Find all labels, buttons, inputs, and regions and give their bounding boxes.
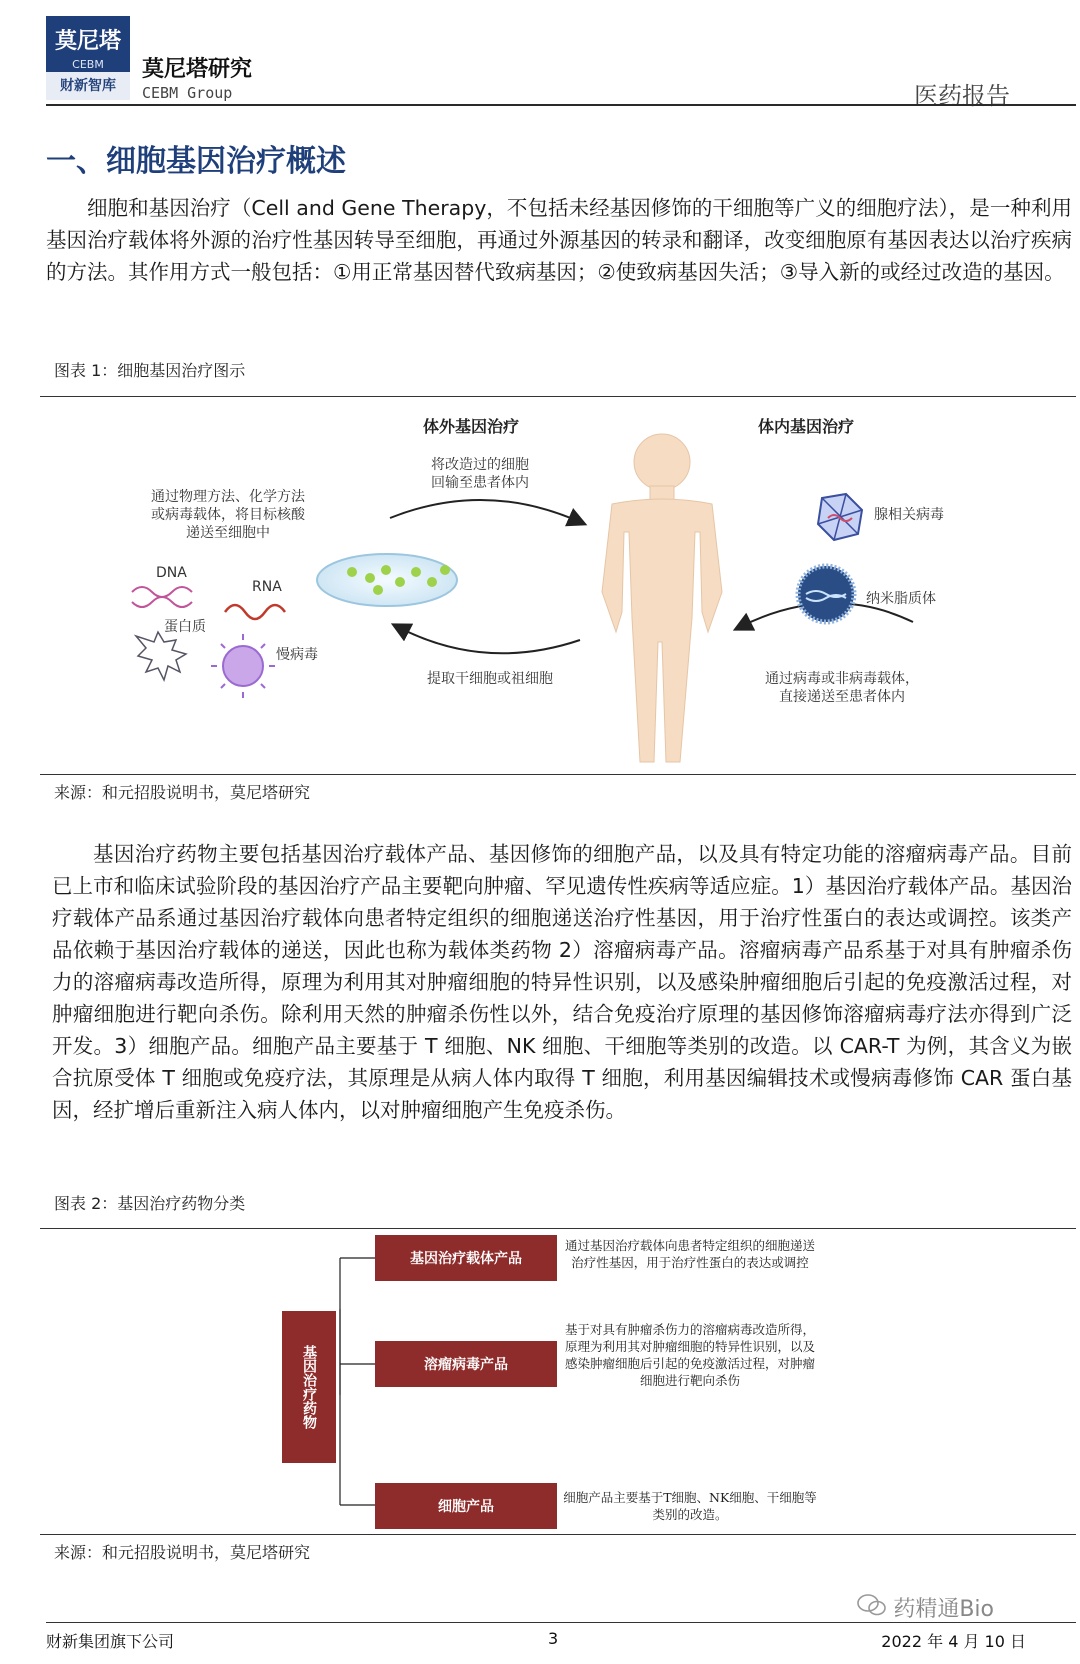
lipid-nanoparticle-icon bbox=[798, 566, 854, 622]
branch-box-vector-products bbox=[375, 1235, 557, 1281]
page-number: 3 bbox=[548, 1629, 559, 1648]
label-protein: 蛋白质 bbox=[164, 619, 206, 635]
branch-description: 基于对具有肿瘤杀伤力的溶瘤病毒改造所得，原理为利用其对肿瘤细胞的特异性识别，以及感染肿瘤细胞后引起的免疫激活过程，对肿瘤细胞进行靶向杀伤 bbox=[564, 1322, 815, 1388]
top-arrow-text: 将改造过的细胞 回输至患者体内 bbox=[431, 457, 529, 491]
logo-strip-text: 财新智库 bbox=[60, 78, 116, 94]
figure2-bottom-rule bbox=[40, 1534, 1076, 1535]
report-date: 2022 年 4 月 10 日 bbox=[881, 1632, 1026, 1651]
ex-vivo-description: 通过物理方法、化学方法 或病毒载体，将目标核酸 递送至细胞中 bbox=[151, 489, 305, 541]
intro-paragraph bbox=[46, 192, 1072, 288]
lentivirus-icon bbox=[211, 634, 275, 698]
branch-box-cell-products bbox=[375, 1483, 557, 1529]
branch-label: 基因治疗载体产品 bbox=[410, 1251, 522, 1267]
logo-sub-text: CEBM bbox=[72, 58, 104, 71]
watermark-text: 药精通Bio bbox=[893, 1597, 994, 1622]
arrow-ex-vivo-extract bbox=[398, 627, 580, 653]
label-rna: RNA bbox=[252, 579, 282, 595]
protein-icon bbox=[136, 632, 186, 680]
petri-dish-icon bbox=[317, 554, 457, 606]
wechat-icon bbox=[857, 1593, 887, 1623]
report-type: 医药报告 bbox=[914, 82, 1010, 110]
label-aav: 腺相关病毒 bbox=[874, 507, 944, 523]
label-lnp: 纳米脂质体 bbox=[866, 591, 936, 607]
human-body-icon bbox=[602, 434, 722, 762]
figure1-top-rule bbox=[40, 396, 1076, 397]
root-category-box bbox=[282, 1311, 336, 1463]
section-title: 一、细胞基因治疗概述 bbox=[46, 144, 346, 179]
figure1-bottom-rule bbox=[40, 774, 1076, 775]
figure1-source: 来源：和元招股说明书，莫尼塔研究 bbox=[54, 783, 311, 802]
figure2-connectors bbox=[40, 1235, 1076, 1535]
rna-icon bbox=[225, 605, 285, 619]
branch-description: 通过基因治疗载体向患者特定组织的细胞递送治疗性基因，用于治疗性蛋白的表达或调控 bbox=[564, 1238, 815, 1270]
figure2-classification-diagram bbox=[40, 1235, 1076, 1535]
company-logo bbox=[46, 16, 130, 100]
footer-rule bbox=[46, 1622, 1076, 1623]
root-category-label: 基因治疗药物 bbox=[301, 1345, 317, 1429]
branch-box-oncolytic-virus bbox=[375, 1341, 557, 1387]
aav-icon bbox=[818, 494, 862, 540]
brand-name-en: CEBM Group bbox=[142, 84, 233, 102]
branch-label: 溶瘤病毒产品 bbox=[424, 1357, 508, 1373]
figure2-caption: 图表 2：基因治疗药物分类 bbox=[54, 1194, 246, 1213]
figure1-caption: 图表 1：细胞基因治疗图示 bbox=[54, 361, 246, 380]
body-paragraph-text: 基因治疗药物主要包括基因治疗载体产品、基因修饰的细胞产品，以及具有特定功能的溶瘤病毒产品。目前已上市和临床试验阶段的基因治疗产品主要靶向肿瘤、罕见遗传性疾病等适应症。1）基因治疗载体产品。基因治疗载体产品系通过基因治疗载体向患者特定组织的细胞递送治疗性基因，用于治疗性蛋白的表达或调控。该类产品依赖于基因治疗载体的递送，因此也称为载体类药物 2）溶瘤病毒产品。溶瘤病毒产品系基于对具有肿瘤杀伤力的溶瘤病毒改造所得，原理为利用其对肿瘤细胞的特异性识别，以及感染肿瘤细胞后引起的免疫激活过程，对肿瘤细胞进行靶向杀伤。除利用天然的肿瘤杀伤性以外，结合免疫治疗原理的基因修饰溶瘤病毒疗法亦得到广泛开发。3）细胞产品。细胞产品主要基于 T 细胞、NK 细胞、干细胞等类别的改造。以 CAR-T 为例，其含义为嵌合抗原受体 T 细胞或免疫疗法，其原理是从病人体内取得 T 细胞，利用基因编辑技术或慢病毒修饰 CAR 蛋白基因，经扩增后重新注入病人体内，以对肿瘤细胞产生免疫杀伤。 bbox=[52, 842, 1072, 1122]
footer-company: 财新集团旗下公司 bbox=[46, 1632, 175, 1651]
logo-main-text: 莫尼塔 bbox=[54, 29, 121, 54]
figure2-source: 来源：和元招股说明书，莫尼塔研究 bbox=[54, 1543, 311, 1562]
label-dna: DNA bbox=[156, 565, 187, 581]
in-vivo-title: 体内基因治疗 bbox=[758, 417, 855, 436]
brand-name-cn: 莫尼塔研究 bbox=[142, 57, 253, 82]
body-paragraph bbox=[52, 838, 1072, 1126]
arrow-ex-vivo-return bbox=[390, 500, 580, 522]
bottom-arrow-text: 提取干细胞或祖细胞 bbox=[427, 671, 553, 687]
watermark bbox=[857, 1592, 994, 1623]
header-rule bbox=[46, 104, 1076, 106]
ex-vivo-title: 体外基因治疗 bbox=[423, 417, 520, 436]
figure1-illustration bbox=[40, 417, 1076, 772]
branch-description: 细胞产品主要基于T细胞、NK细胞、干细胞等类别的改造。 bbox=[563, 1490, 817, 1522]
dna-icon bbox=[132, 587, 192, 607]
figure2-top-rule bbox=[40, 1228, 1076, 1229]
label-lentivirus: 慢病毒 bbox=[276, 647, 318, 663]
intro-paragraph-text: 细胞和基因治疗（Cell and Gene Therapy，不包括未经基因修饰的干细胞等广义的细胞疗法），是一种利用基因治疗载体将外源的治疗性基因转导至细胞，再通过外源基因的转录和翻译，改变细胞原有基因表达以治疗疾病的方法。其作用方式一般包括：①用正常基因替代致病基因；②使致病基因失活；③导入新的或经过改造的基因。 bbox=[46, 196, 1072, 284]
logo-strip bbox=[46, 72, 130, 100]
branch-label: 细胞产品 bbox=[438, 1499, 494, 1515]
in-vivo-description: 通过病毒或非病毒载体， 直接递送至患者体内 bbox=[765, 671, 919, 705]
